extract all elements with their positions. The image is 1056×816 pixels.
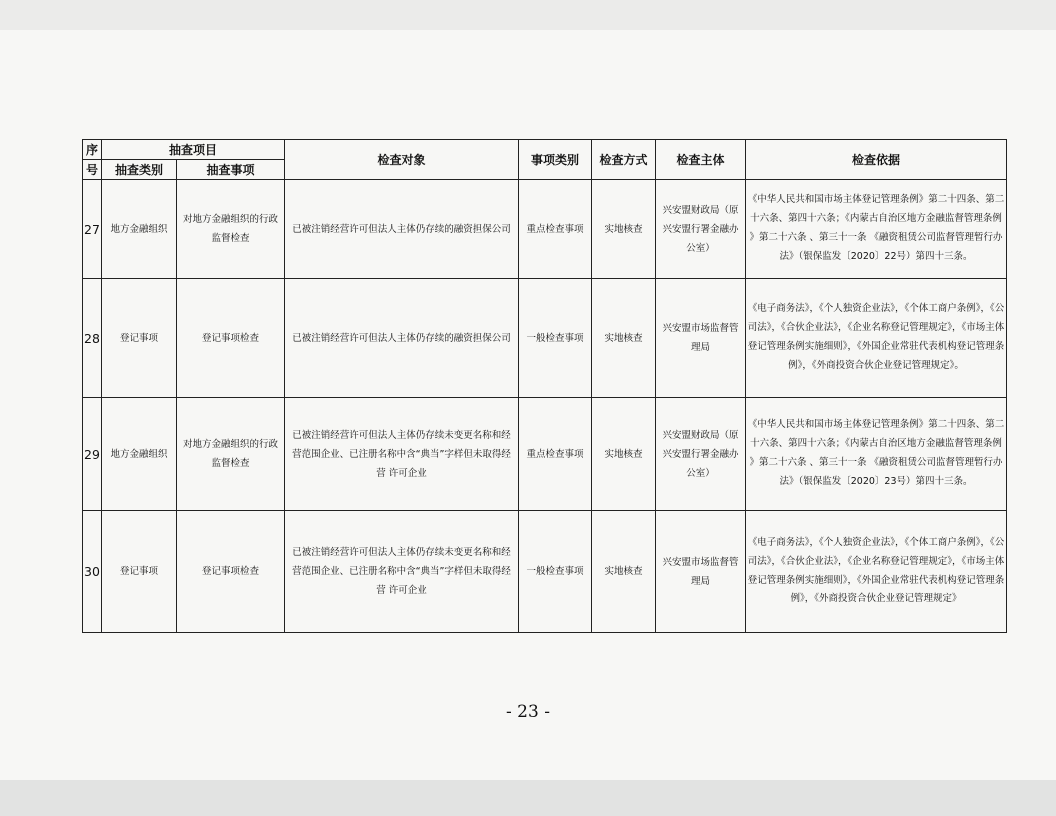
row-object: 已被注销经营许可但法人主体仍存续的融资担保公司 <box>285 180 519 279</box>
header-seq-top: 序 <box>83 140 102 160</box>
scan-margin <box>0 780 1056 816</box>
row-category: 地方金融组织 <box>102 398 177 511</box>
row-type: 一般检查事项 <box>519 279 592 398</box>
row-type: 一般检查事项 <box>519 511 592 633</box>
header-matter: 抽查事项 <box>177 160 285 180</box>
row-basis: 《电子商务法》，《个人独资企业法》，《个体工商户条例》，《公司法》，《合伙企业法》，《企业名称登记管理规定》，《市场主体登记管理条例实施细则》，《外国企业常驻代表机构登记管理条例》，《外商投资合伙企业登记管理规定》 <box>746 511 1007 633</box>
row-subject: 兴安盟财政局（原兴安盟行署金融办公室） <box>656 180 746 279</box>
row-type: 重点检查事项 <box>519 398 592 511</box>
table-row <box>83 279 1007 398</box>
row-basis: 《中华人民共和国市场主体登记管理条例》第二十四条、第二十六条、第四十六条；《内蒙古自治区地方金融监督管理条例 》第二十六条 、第三十一条 《融资租赁公司监督管理暂行办法》（银保监发〔2020〕23号）第四十三条。 <box>746 398 1007 511</box>
row-method: 实地核查 <box>592 180 656 279</box>
row-matter: 登记事项检查 <box>177 511 285 633</box>
row-object: 已被注销经营许可但法人主体仍存续未变更名称和经营范围企业、已注册名称中含“典当”字样但未取得经营 许可企业 <box>285 398 519 511</box>
row-method: 实地核查 <box>592 279 656 398</box>
row-matter: 对地方金融组织的行政监督检查 <box>177 180 285 279</box>
row-object: 已被注销经营许可但法人主体仍存续未变更名称和经营范围企业、已注册名称中含“典当”字样但未取得经营 许可企业 <box>285 511 519 633</box>
inspection-table <box>82 139 1007 633</box>
header-object: 检查对象 <box>285 140 519 180</box>
row-number: 28 <box>83 279 102 398</box>
page-number: - 23 - <box>506 702 550 722</box>
row-subject: 兴安盟市场监督管理局 <box>656 279 746 398</box>
row-type: 重点检查事项 <box>519 180 592 279</box>
table-row <box>83 398 1007 511</box>
row-basis: 《电子商务法》，《个人独资企业法》，《个体工商户条例》，《公司法》，《合伙企业法》，《企业名称登记管理规定》，《市场主体登记管理条例实施细则》，《外国企业常驻代表机构登记管理条例》，《外商投资合伙企业登记管理规定》。 <box>746 279 1007 398</box>
header-type: 事项类别 <box>519 140 592 180</box>
row-number: 29 <box>83 398 102 511</box>
row-category: 地方金融组织 <box>102 180 177 279</box>
row-matter: 对地方金融组织的行政监督检查 <box>177 398 285 511</box>
table-row <box>83 511 1007 633</box>
row-number: 30 <box>83 511 102 633</box>
header-category: 抽查类别 <box>102 160 177 180</box>
header-basis: 检查依据 <box>746 140 1007 180</box>
row-matter: 登记事项检查 <box>177 279 285 398</box>
row-method: 实地核查 <box>592 398 656 511</box>
table-row <box>83 180 1007 279</box>
row-category: 登记事项 <box>102 511 177 633</box>
header-method: 检查方式 <box>592 140 656 180</box>
row-subject: 兴安盟财政局（原兴安盟行署金融办公室） <box>656 398 746 511</box>
row-basis: 《中华人民共和国市场主体登记管理条例》第二十四条、第二十六条、第四十六条；《内蒙古自治区地方金融监督管理条例 》第二十六条 、第三十一条 《融资租赁公司监督管理暂行办法》（银保监发〔2020〕22号）第四十三条。 <box>746 180 1007 279</box>
header-subject: 检查主体 <box>656 140 746 180</box>
row-subject: 兴安盟市场监督管理局 <box>656 511 746 633</box>
row-object: 已被注销经营许可但法人主体仍存续的融资担保公司 <box>285 279 519 398</box>
row-number: 27 <box>83 180 102 279</box>
header-seq-bottom: 号 <box>83 160 102 180</box>
row-method: 实地核查 <box>592 511 656 633</box>
row-category: 登记事项 <box>102 279 177 398</box>
header-item-group: 抽查项目 <box>102 140 285 160</box>
